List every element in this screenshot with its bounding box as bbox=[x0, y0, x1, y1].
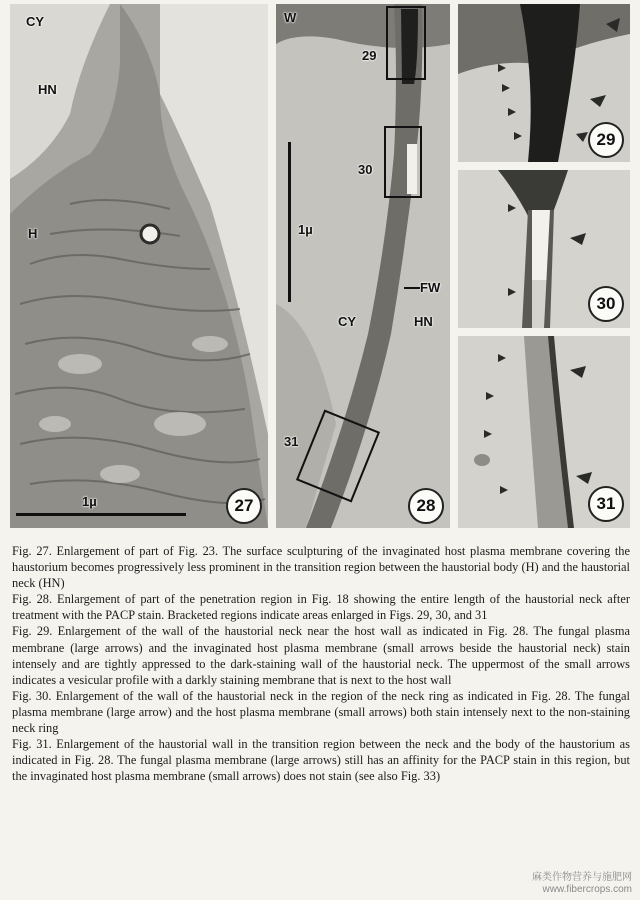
caption-text: Enlargement of part of Fig. 23. The surface sculpturing of the invaginated host plasma membrane covering the haustorium becomes progressively less prominent in the transition region between the haustorial body (H) and the haustorial neck (HN) bbox=[12, 544, 631, 591]
figure-31 bbox=[458, 336, 630, 528]
caption-lead: Fig. 29. bbox=[12, 624, 53, 639]
label-hn: HN bbox=[38, 82, 57, 97]
figure-27 bbox=[10, 4, 268, 528]
figure-captions bbox=[12, 543, 630, 784]
scale-bar-label: 1µ bbox=[82, 494, 97, 509]
caption-text: Enlargement of part of the penetration region in Fig. 18 showing the entire length of the haustorial neck after treatment with the PACP stain. Bracketed regions indicate areas enlarged in Figs. 29, 30, and 31 bbox=[12, 592, 630, 623]
watermark-line-1: 麻类作物营养与施肥网 bbox=[532, 872, 632, 883]
label-cy: CY bbox=[338, 314, 357, 329]
figure-number-30: 30 bbox=[588, 286, 624, 322]
label-h: H bbox=[28, 226, 38, 241]
caption-fig-30 bbox=[12, 688, 630, 736]
figure-number-31: 31 bbox=[588, 486, 624, 522]
caption-fig-31 bbox=[12, 736, 630, 784]
label-box-29: 29 bbox=[362, 48, 377, 63]
figure-28 bbox=[276, 4, 450, 528]
caption-lead: Fig. 31. bbox=[12, 737, 52, 752]
caption-fig-27 bbox=[12, 543, 630, 591]
caption-lead: Fig. 30. bbox=[12, 688, 52, 703]
caption-fig-28 bbox=[12, 591, 630, 623]
watermark-line-2: www.fibercrops.com bbox=[542, 884, 632, 895]
bracket-box-30 bbox=[384, 126, 422, 198]
label-box-30: 30 bbox=[358, 162, 373, 177]
scale-bar-line bbox=[288, 142, 291, 302]
figure-number-29: 29 bbox=[588, 122, 624, 158]
label-cy: CY bbox=[26, 14, 45, 29]
label-fw: FW bbox=[420, 280, 441, 295]
figure-number-27: 27 bbox=[226, 488, 262, 524]
fw-pointer bbox=[404, 287, 420, 289]
bracket-box-29 bbox=[386, 6, 426, 80]
figure-29 bbox=[458, 4, 630, 162]
caption-text: Enlargement of the haustorial wall in the transition region between the neck and the body of the haustorium as indicated in Fig. 28. The fungal plasma membrane (large arrows) still has an affinity for the PACP stain in this region, but the invaginated host plasma membrane (small arrows) does not stain (see also Fig. 33) bbox=[12, 737, 630, 784]
caption-lead: Fig. 27. bbox=[12, 544, 52, 558]
figure-30 bbox=[458, 170, 630, 328]
caption-fig-29 bbox=[12, 623, 630, 687]
caption-text: Enlargement of the wall of the haustorial neck in the region of the neck ring as indicated in Fig. 28. The fungal plasma membrane (large arrow) and the host plasma membrane (small arrows) both stain intensely next to the non-staining neck ring bbox=[12, 688, 630, 736]
caption-lead: Fig. 28. bbox=[12, 592, 53, 607]
scale-bar-line bbox=[16, 513, 186, 516]
label-box-31: 31 bbox=[284, 434, 299, 449]
label-hn: HN bbox=[414, 314, 433, 329]
figure-number-28: 28 bbox=[408, 488, 444, 524]
watermark bbox=[532, 872, 632, 896]
caption-text: Enlargement of the wall of the haustorial neck near the host wall as indicated in Fig. 28. The fungal plasma membrane (large arrows) and the invaginated host plasma membrane (small arrows beside the haustorial neck) stain intensely and are tightly appressed to the dark-staining wall of the haustorial neck. The uppermost of the small arrows indicates a vesicular profile with a darkly staining membrane that is next to the host wall bbox=[12, 624, 630, 687]
scale-bar-label: 1µ bbox=[298, 222, 313, 237]
label-w: W bbox=[284, 10, 297, 25]
